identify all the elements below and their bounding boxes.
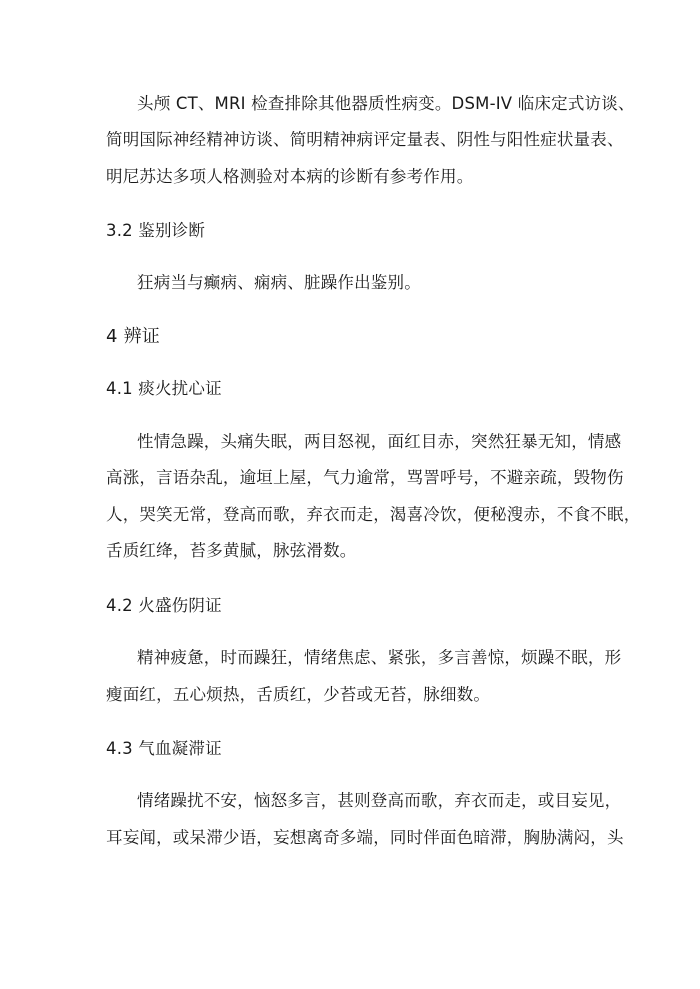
paragraph-line: 耳妄闻，或呆滞少语，妄想离奇多端，同时伴面色暗滞，胸胁满闷，头: [106, 828, 624, 847]
paragraph-line: 精神疲惫，时而躁狂，情绪焦虑、紧张，多言善惊，烦躁不眠，形: [137, 648, 622, 667]
paragraph-line: 瘦面红，五心烦热，舌质红，少苔或无苔，脉细数。: [106, 685, 491, 704]
paragraph-line: 明尼苏达多项人格测验对本病的诊断有参考作用。: [106, 167, 474, 186]
paragraph-line: 人，哭笑无常，登高而歌，弃衣而走，渴喜冷饮，便秘溲赤，不食不眠，: [106, 505, 641, 524]
paragraph-line: 情绪躁扰不安，恼怒多言，甚则登高而歌，弃衣而走，或目妄见，: [137, 791, 622, 810]
paragraph-line: 头颅 CT、MRI 检查排除其他器质性病变。DSM-IV 临床定式访谈、: [137, 94, 635, 113]
paragraph-line: 性情急躁，头痛失眠，两目怒视，面红目赤，突然狂暴无知，情感: [137, 432, 622, 451]
section-heading-4-2: 4.2 火盛伤阴证: [106, 596, 222, 615]
paragraph-line: 简明国际神经精神访谈、简明精神病评定量表、阴性与阳性症状量表、: [106, 130, 624, 149]
paragraph-line: 舌质红绛，苔多黄腻，脉弦滑数。: [106, 541, 357, 560]
section-heading-4-3: 4.3 气血凝滞证: [106, 739, 222, 758]
section-heading-4: 4 辨证: [106, 326, 160, 347]
paragraph-line: 狂病当与癫病、痫病、脏躁作出鉴别。: [137, 273, 421, 292]
section-heading-4-1: 4.1 痰火扰心证: [106, 379, 222, 398]
section-heading-3-2: 3.2 鉴别诊断: [106, 221, 206, 240]
paragraph-line: 高涨，言语杂乱，逾垣上屋，气力逾常，骂詈呼号，不避亲疏，毁物伤: [106, 468, 624, 487]
